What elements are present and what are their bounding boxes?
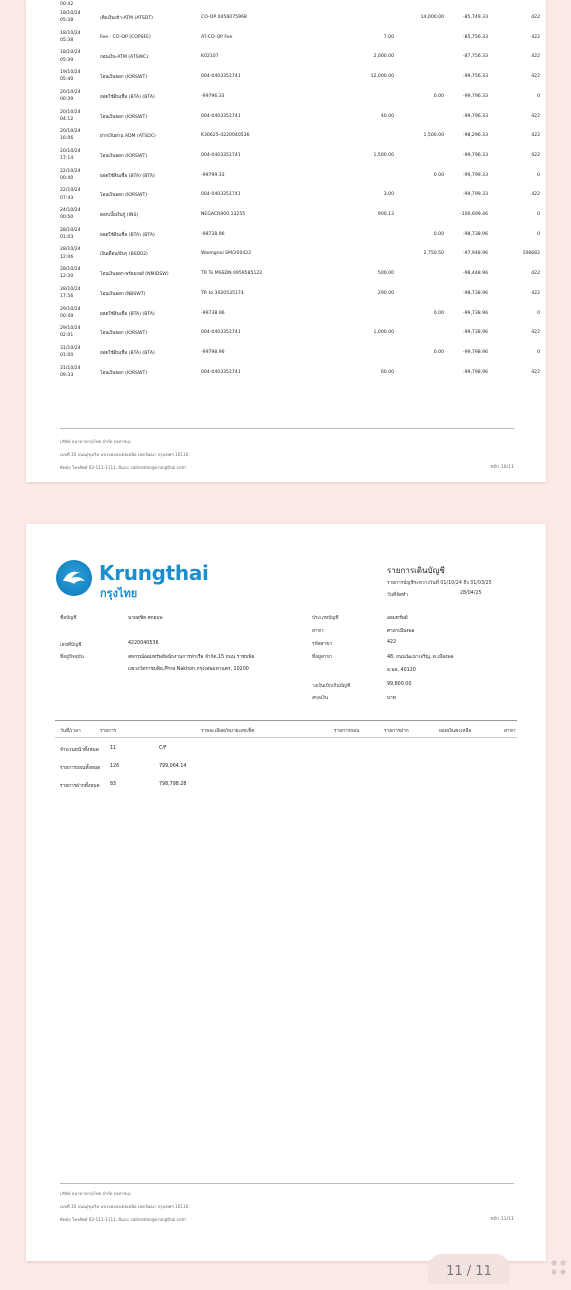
row-date: 22/10/24	[60, 188, 81, 194]
row-branch: 422	[531, 113, 540, 119]
account-name-label: ชื่อบัญชี	[60, 616, 77, 621]
table-row	[26, 266, 546, 286]
carry-forward: C/F	[159, 746, 167, 751]
currency: บาท	[387, 696, 396, 701]
row-datetime	[60, 69, 94, 84]
row-balance: -99,796.33	[462, 113, 488, 119]
row-time: 05:38	[60, 18, 74, 24]
overdraft-limit: 99,800.00	[387, 682, 412, 687]
row-reference: Waengnoi SM/200422	[201, 251, 252, 257]
row-datetime	[60, 89, 94, 104]
row-time: 00:39	[60, 97, 74, 103]
branch-name: ศาลาเมืองพล	[387, 629, 415, 634]
row-description: ฝากเงินผ่าน ADM (ATSDC)	[100, 134, 156, 140]
footer-page-number: หน้า 10/11	[490, 465, 514, 470]
row-date: 18/10/24	[60, 50, 81, 56]
row-description: เงินเดือน/ธีนๆ (BSD02)	[100, 252, 148, 258]
row-branch: 0	[537, 172, 540, 178]
row-deposit: 0.00	[433, 172, 444, 178]
row-description: โอนเงินออก-พร้อมเพย์ (NMIDSW)	[100, 272, 169, 278]
statement-title: รายการเดินบัญชี	[387, 566, 445, 575]
row-branch: 0	[537, 310, 540, 316]
row-reference: 004-0403351741	[201, 152, 241, 158]
row-date: 20/10/24	[60, 89, 81, 95]
row-balance: -85,749.33	[462, 15, 488, 20]
col-header-withdrawal: รายการถอน	[334, 729, 360, 734]
col-header-details: รายละเอียด/หมายเลขเช็ค	[201, 729, 255, 734]
branch-address-line-1: 48, ถนนวัฒนาเจริญ, ต.เมืองพล	[387, 655, 454, 660]
row-reference: 004-0403351741	[201, 74, 241, 80]
row-deposit: 0.00	[433, 349, 444, 355]
total-deposits-count: 83	[110, 782, 117, 787]
row-branch: 422	[531, 74, 540, 80]
row-withdrawal: 1,000.00	[373, 330, 394, 336]
row-reference: 004-0403351741	[201, 113, 241, 119]
row-reference: TR To MSSDN 0959585122	[201, 271, 263, 277]
branch-address-label: ที่อยู่สาขา	[312, 655, 333, 660]
row-datetime	[60, 30, 94, 45]
account-number-label: เลขที่บัญชี	[60, 643, 82, 648]
footer-contact: ติดต่อ โทรศัพท์ 02-111-1111, อีเมล: callcenter@krungthai.com	[60, 465, 186, 470]
row-withdrawal: 2,000.00	[373, 54, 394, 60]
table-row	[26, 207, 546, 227]
row-description: โอนเงินออก (IORSWT)	[100, 75, 148, 81]
row-description: ยอดใช้สินเชื่อ (BTA) (BTA)	[100, 350, 155, 356]
row-withdrawal: 500.00	[377, 271, 394, 277]
row-date: 29/10/24	[60, 326, 81, 332]
printed-date-label: วันที่จัดทำ	[387, 593, 408, 598]
total-withdrawals-amount: 799,064.14	[159, 764, 187, 769]
table-row	[26, 109, 546, 129]
total-withdrawals-label: รายการถอนทั้งหมด	[60, 766, 101, 771]
row-reference: NEGACR900.13255	[201, 212, 246, 217]
row-time: 05:39	[60, 57, 74, 63]
row-date: 31/10/24	[60, 345, 81, 351]
row-datetime	[60, 49, 94, 64]
row-time: 17:56	[60, 294, 74, 300]
row-datetime	[60, 345, 94, 360]
row-description: ดอกเบี้ยเงินกู้ (INS)	[100, 213, 139, 218]
table-row	[26, 30, 546, 50]
row-reference: AT-CO-OP Fee	[201, 34, 233, 40]
row-reference: -99738.96	[201, 310, 225, 316]
row-time: 17:14	[60, 156, 74, 162]
row-branch: 0	[537, 349, 540, 355]
row-description: Fee - CO-OP (COPSFE)	[100, 34, 151, 40]
total-pages: 11	[110, 746, 117, 751]
footer-company: บริษัท ธนาคารกรุงไทย จำกัด (มหาชน)	[60, 1191, 131, 1196]
table-row	[26, 168, 546, 188]
row-reference: K02107	[201, 54, 219, 60]
row-reference: 004-0403351741	[201, 330, 241, 336]
row-reference: K30625-4220040536	[201, 133, 250, 139]
row-description: โอนเงินออก (IORSWT)	[100, 153, 148, 159]
row-branch: 422	[531, 34, 540, 40]
footer-company: บริษัท ธนาคารกรุงไทย จำกัด (มหาชน)	[60, 439, 131, 444]
row-branch: 422	[531, 15, 540, 20]
row-reference: -99796.33	[201, 93, 225, 99]
table-row	[26, 69, 546, 89]
row-date: 28/10/24	[60, 247, 81, 253]
table-row	[26, 10, 546, 30]
col-header-description: รายการ	[100, 729, 117, 734]
address-label: ที่อยู่ปัจจุบัน	[60, 655, 84, 660]
row-datetime	[60, 10, 94, 25]
row-description: ยอดใช้สินเชื่อ (BTA) (BTA)	[100, 94, 155, 100]
footer-contact: ติดต่อ โทรศัพท์ 02-111-1111, อีเมล: callcenter@krungthai.com	[60, 1217, 186, 1222]
row-date: 18/10/24	[60, 30, 81, 36]
table-row	[26, 365, 546, 385]
row-date: 18/10/24	[60, 11, 81, 16]
row-withdrawal: 290.00	[377, 290, 394, 296]
currency-label: สกุลเงิน	[312, 696, 329, 701]
row-description: ถอนเงิน-ATM (ATSWC)	[100, 55, 149, 61]
row-balance: -99,799.33	[462, 192, 488, 198]
table-header-bottom-line	[55, 737, 517, 738]
row-datetime	[60, 187, 94, 202]
row-balance: -98,296.33	[462, 133, 488, 139]
row-balance: -99,799.33	[462, 172, 488, 178]
row-balance: -99,796.33	[462, 93, 488, 99]
row-withdrawal: 3.00	[383, 192, 394, 198]
row-balance: -97,948.96	[462, 251, 488, 257]
table-row	[26, 148, 546, 168]
col-header-balance: ยอดเงินคงเหลือ	[439, 729, 472, 734]
row-datetime	[60, 148, 94, 163]
row-datetime	[60, 227, 94, 242]
row-date: 22/10/24	[60, 168, 81, 174]
carry-time	[26, 1, 546, 9]
row-branch: 0	[537, 231, 540, 237]
statement-page-11	[26, 524, 546, 1261]
footer-address: เลขที่ 35 ถนนสุขุมวิท แขวงคลองเตยเหนือ เขตวัฒนา กรุงเทพฯ 10110	[60, 452, 189, 457]
total-deposits-label: รายการฝากทั้งหมด	[60, 784, 100, 789]
branch-code: 422	[387, 640, 397, 645]
row-deposit: 2,750.50	[423, 251, 444, 257]
row-reference: 004-0403351741	[201, 369, 241, 375]
row-reference: TR to 3020535174	[201, 290, 244, 296]
table-row	[26, 306, 546, 326]
table-row	[26, 187, 546, 207]
row-balance: -99,798.96	[462, 349, 488, 355]
page-indicator-text: 11 / 11	[446, 1264, 492, 1279]
row-reference: CO-OP 0456075968	[201, 15, 247, 20]
logo-text-en: Krungthai	[99, 561, 209, 585]
row-datetime	[60, 325, 94, 340]
row-deposit: 0.00	[433, 93, 444, 99]
col-header-branch: สาขา	[504, 729, 516, 734]
row-date: 20/10/24	[60, 129, 81, 135]
row-date: 29/10/24	[60, 306, 81, 312]
row-balance: -99,798.96	[462, 369, 488, 375]
row-datetime	[60, 266, 94, 281]
table-row	[26, 128, 546, 148]
row-withdrawal: 60.00	[380, 369, 394, 375]
account-name: นายสุชิต ศกยมพ	[128, 616, 163, 621]
footer-divider	[60, 1183, 514, 1184]
row-date: 20/10/24	[60, 148, 81, 154]
row-withdrawal: 1,500.00	[373, 152, 394, 158]
table-row	[26, 286, 546, 306]
row-branch: 422	[531, 54, 540, 60]
footer-page-number: หน้า 11/11	[490, 1217, 514, 1222]
branch-address-line-2: อ.พล, 40120	[387, 668, 416, 673]
bird-logo-icon	[56, 560, 92, 596]
row-time: 16:06	[60, 136, 74, 142]
row-date: 28/10/24	[60, 227, 81, 233]
row-time: 01:03	[60, 234, 74, 240]
row-description: ยอดใช้สินเชื่อ (BTA) (BTA)	[100, 232, 155, 238]
row-reference: -99798.96	[201, 349, 225, 355]
row-datetime	[60, 168, 94, 183]
branch-code-label: รหัสสาขา	[312, 642, 333, 647]
row-datetime	[60, 286, 94, 301]
row-branch: 0	[537, 212, 540, 217]
row-datetime	[60, 306, 94, 321]
row-branch: 422	[531, 290, 540, 296]
row-withdrawal: 40.00	[380, 113, 394, 119]
row-time: 05:38	[60, 37, 74, 43]
row-branch: 422	[531, 133, 540, 139]
row-branch: 422	[531, 271, 540, 277]
account-type-label: ประเภทบัญชี	[312, 616, 339, 621]
row-date: 20/10/24	[60, 109, 81, 115]
row-description: โอนเงินออก (IORSWT)	[100, 114, 148, 120]
table-row	[26, 345, 546, 365]
row-branch: 108682	[522, 251, 540, 257]
row-time: 05:40	[60, 77, 74, 83]
row-time: 00:42	[60, 2, 74, 7]
row-balance: -99,756.33	[462, 74, 488, 80]
row-date: 28/10/24	[60, 286, 81, 292]
row-balance: -99,796.33	[462, 152, 488, 158]
row-balance: -100,699.46	[460, 212, 488, 217]
row-withdrawal: 12,000.00	[370, 74, 394, 80]
row-withdrawal: 900.13	[377, 212, 394, 217]
printed-date: 28/04/25	[460, 591, 482, 596]
row-description: ยอดใช้สินเชื่อ (BTA) (BTA)	[100, 173, 155, 179]
row-time: 00:49	[60, 313, 74, 319]
address-line-2: แขวงวัดราชบพิธ,Phra Nakhon,กรุงเทพมหานคร, 10200	[128, 667, 249, 672]
logo-text-th: กรุงไทย	[100, 587, 138, 600]
row-deposit: 0.00	[433, 231, 444, 237]
row-branch: 422	[531, 369, 540, 375]
row-branch: 422	[531, 192, 540, 198]
row-reference: -98738.96	[201, 231, 225, 237]
total-withdrawals-count: 126	[110, 764, 120, 769]
row-datetime	[60, 207, 94, 222]
statement-page-10	[26, 0, 546, 482]
row-description: โอนเงินออก (IORSWT)	[100, 370, 148, 376]
row-description: โอนเงินออก (NBSWT)	[100, 291, 146, 297]
row-time: 04:12	[60, 116, 74, 122]
row-datetime	[60, 246, 94, 261]
row-date: 31/10/24	[60, 365, 81, 371]
row-time: 09:33	[60, 372, 74, 378]
total-deposits-amount: 798,798.28	[159, 782, 187, 787]
row-deposit: 0.00	[433, 310, 444, 316]
row-date: 24/10/24	[60, 208, 81, 213]
row-time: 00:50	[60, 215, 74, 221]
table-header-top-line	[55, 720, 517, 721]
branch-label: สาขา	[312, 629, 324, 634]
table-row	[26, 246, 546, 266]
row-balance: -98,738.96	[462, 231, 488, 237]
total-pages-label: จำนวนหน้าทั้งหมด	[60, 748, 99, 753]
grid-dots-icon[interactable]	[549, 1258, 571, 1284]
row-time: 02:01	[60, 333, 74, 339]
row-time: 01:00	[60, 353, 74, 359]
row-description: โอนเงินออก (IORSWT)	[100, 193, 148, 199]
row-withdrawal: 7.00	[383, 34, 394, 40]
row-time: 12:06	[60, 254, 74, 260]
col-header-deposit: รายการฝาก	[384, 729, 409, 734]
row-description: โอนเงินออก (IORSWT)	[100, 331, 148, 337]
row-date: 28/10/24	[60, 267, 81, 273]
table-row	[26, 49, 546, 69]
row-branch: 0	[537, 93, 540, 99]
table-row	[26, 89, 546, 109]
row-date: 19/10/24	[60, 70, 81, 76]
row-datetime	[60, 128, 94, 143]
row-datetime	[60, 109, 94, 124]
row-description: เติมเงินเข้า-ATM (ATSDT)	[100, 16, 153, 21]
row-datetime	[60, 365, 94, 380]
row-description: ยอดใช้สินเชื่อ (BTA) (BTA)	[100, 311, 155, 317]
statement-period: รายการบัญชีระหว่างวันที่ 01/10/24 ถึง 31/03/25	[387, 581, 492, 586]
row-balance: -99,738.96	[462, 330, 488, 336]
col-header-datetime: วันที่/เวลา	[60, 729, 81, 734]
row-balance: -98,448.96	[462, 271, 488, 277]
row-time: 00:40	[60, 175, 74, 181]
row-balance: -98,738.96	[462, 290, 488, 296]
row-deposit: 1,500.00	[423, 133, 444, 139]
row-balance: -87,756.33	[462, 54, 488, 60]
account-number: 4220040536	[128, 641, 159, 646]
row-branch: 422	[531, 152, 540, 158]
table-row	[26, 227, 546, 247]
row-time: 07:43	[60, 195, 74, 201]
row-balance: -99,738.96	[462, 310, 488, 316]
footer-divider	[60, 428, 514, 429]
row-balance: -85,756.33	[462, 34, 488, 40]
row-reference: -99799.33	[201, 172, 225, 178]
address-line-1: สหกรณ์ออมทรัพย์พนักงานการท่าเรือ จำกัด,15 ถนน ราชบพิธ	[128, 655, 255, 660]
row-reference: 004-0403351741	[201, 192, 241, 198]
footer-address: เลขที่ 35 ถนนสุขุมวิท แขวงคลองเตยเหนือ เขตวัฒนา กรุงเทพฯ 10110	[60, 1204, 189, 1209]
row-time: 12:30	[60, 274, 74, 280]
account-type: ออมทรัพย์	[387, 616, 408, 621]
row-deposit: 14,000.00	[420, 15, 444, 20]
table-row	[26, 325, 546, 345]
overdraft-limit-label: วงเงินเบิกเกินบัญชี	[312, 684, 351, 689]
row-branch: 422	[531, 330, 540, 336]
